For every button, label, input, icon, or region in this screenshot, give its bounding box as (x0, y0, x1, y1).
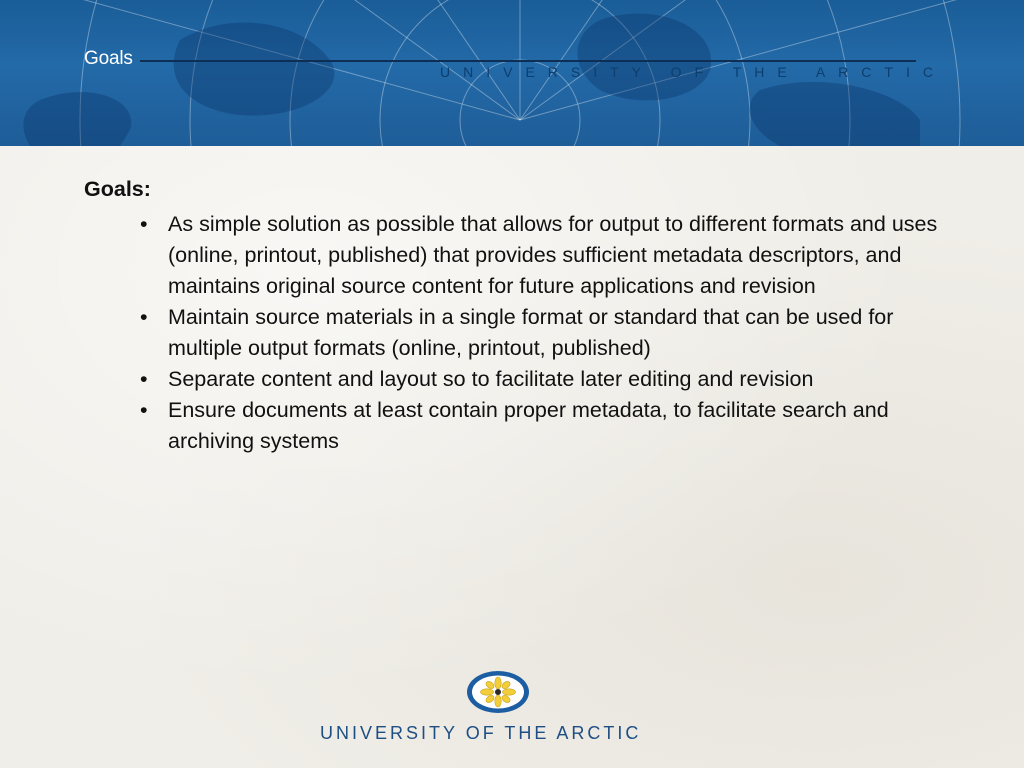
slide-header (0, 0, 1024, 146)
header-tagline: UNIVERSITY OF THE ARCTIC (440, 64, 946, 80)
arctic-flower-logo-icon (466, 670, 530, 714)
bullet-text: Ensure documents at least contain proper metadata, to facilitate search and archiving systems (168, 398, 889, 453)
bullet-item (84, 364, 964, 395)
header-title: Goals (84, 48, 133, 69)
bullet-icon: • (140, 212, 148, 236)
bullet-list (84, 209, 964, 457)
bullet-text: As simple solution as possible that allows for output to different formats and uses (online, printout, published) that provides sufficient metadata descriptors, and maintains original source content for future applications and revision (168, 212, 938, 298)
bullet-icon: • (140, 398, 148, 422)
bullet-text: Separate content and layout so to facilitate later editing and revision (168, 367, 814, 391)
footer-brand-name: UNIVERSITY OF THE ARCTIC (320, 723, 642, 743)
slide-content (84, 174, 964, 457)
bullet-text: Maintain source materials in a single format or standard that can be used for multiple output formats (online, printout, published) (168, 305, 894, 360)
bullet-item (84, 395, 964, 457)
bullet-item (84, 209, 964, 302)
bullet-icon: • (140, 367, 148, 391)
content-heading: Goals: (84, 177, 151, 201)
bullet-item (84, 302, 964, 364)
bullet-icon: • (140, 305, 148, 329)
header-divider (140, 60, 916, 62)
